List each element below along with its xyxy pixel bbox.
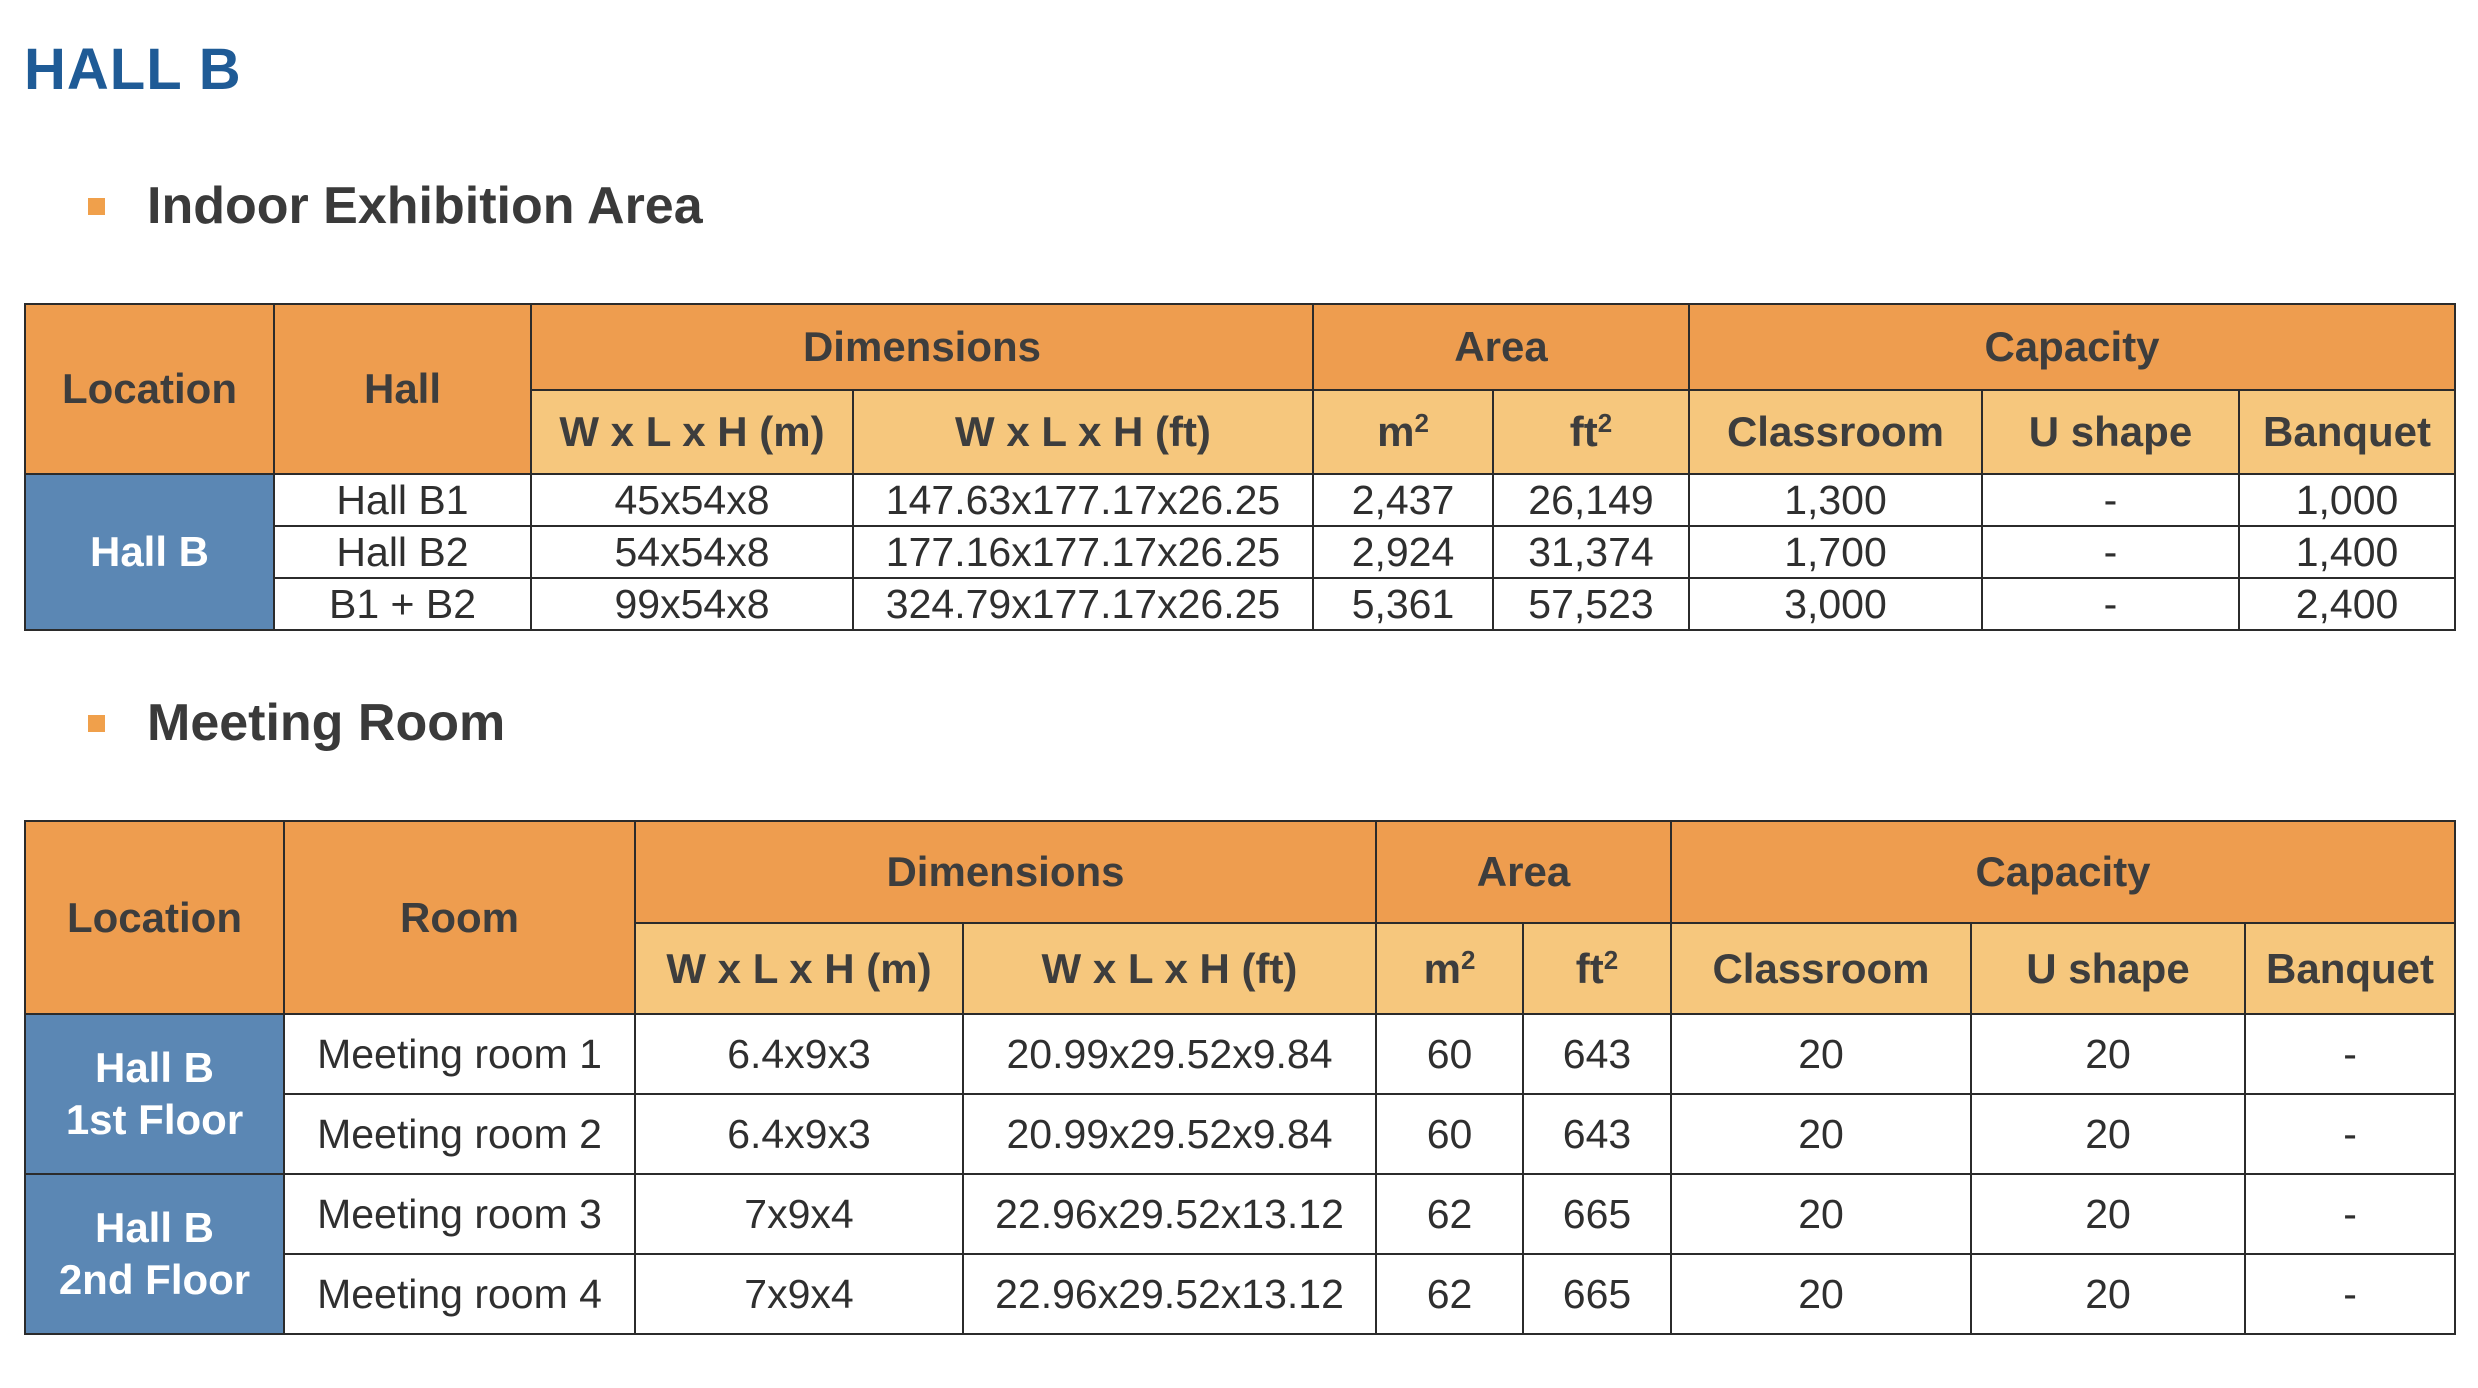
location-line: 2nd Floor bbox=[58, 1256, 251, 1303]
classroom-cell: 1,700 bbox=[1689, 526, 1982, 578]
area-m2-cell: 60 bbox=[1376, 1094, 1523, 1174]
location-line: Hall B bbox=[94, 1044, 215, 1091]
dim-ft-cell: 22.96x29.52x13.12 bbox=[963, 1174, 1376, 1254]
ushape-cell: 20 bbox=[1971, 1014, 2245, 1094]
area-ft2-cell: 31,374 bbox=[1493, 526, 1689, 578]
area-ft2-cell: 643 bbox=[1523, 1014, 1671, 1094]
unit-label: ft bbox=[1575, 944, 1604, 992]
header-location: Location bbox=[25, 304, 274, 474]
header-capacity: Capacity bbox=[1689, 304, 2455, 390]
dim-ft-cell: 147.63x177.17x26.25 bbox=[853, 474, 1313, 526]
header-banquet: Banquet bbox=[2245, 923, 2455, 1014]
header-dim-m: W x L x H (m) bbox=[635, 923, 963, 1014]
header-ushape: U shape bbox=[1982, 390, 2239, 474]
dim-ft-cell: 20.99x29.52x9.84 bbox=[963, 1094, 1376, 1174]
section-heading-indoor bbox=[88, 176, 703, 236]
header-hall: Hall bbox=[274, 304, 531, 474]
room-cell: Meeting room 3 bbox=[284, 1174, 635, 1254]
header-area: Area bbox=[1376, 821, 1671, 923]
dim-m-cell: 99x54x8 bbox=[531, 578, 853, 630]
table-row bbox=[25, 1254, 2455, 1334]
ushape-cell: - bbox=[1982, 578, 2239, 630]
area-ft2-cell: 26,149 bbox=[1493, 474, 1689, 526]
dim-m-cell: 6.4x9x3 bbox=[635, 1014, 963, 1094]
unit-label: m bbox=[1423, 944, 1461, 992]
header-area-ft2 bbox=[1493, 390, 1689, 474]
ushape-cell: 20 bbox=[1971, 1094, 2245, 1174]
section-heading-meeting bbox=[88, 693, 505, 753]
table-row bbox=[25, 1174, 2455, 1254]
dim-ft-cell: 177.16x177.17x26.25 bbox=[853, 526, 1313, 578]
classroom-cell: 20 bbox=[1671, 1174, 1971, 1254]
hall-cell: Hall B1 bbox=[274, 474, 531, 526]
header-room: Room bbox=[284, 821, 635, 1014]
header-banquet: Banquet bbox=[2239, 390, 2455, 474]
ushape-cell: - bbox=[1982, 474, 2239, 526]
unit-exponent: 2 bbox=[1603, 944, 1619, 975]
table-row bbox=[25, 526, 2455, 578]
section-title-indoor: Indoor Exhibition Area bbox=[147, 177, 703, 235]
header-dim-ft: W x L x H (ft) bbox=[853, 390, 1313, 474]
unit-exponent: 2 bbox=[1414, 408, 1429, 438]
hall-cell: Hall B2 bbox=[274, 526, 531, 578]
location-cell: Hall B bbox=[25, 474, 274, 630]
table-row bbox=[25, 474, 2455, 526]
header-capacity: Capacity bbox=[1671, 821, 2455, 923]
header-area-ft2 bbox=[1523, 923, 1671, 1014]
header-dim-ft: W x L x H (ft) bbox=[963, 923, 1376, 1014]
classroom-cell: 20 bbox=[1671, 1254, 1971, 1334]
header-ushape: U shape bbox=[1971, 923, 2245, 1014]
area-m2-cell: 62 bbox=[1376, 1174, 1523, 1254]
area-ft2-cell: 643 bbox=[1523, 1094, 1671, 1174]
area-m2-cell: 60 bbox=[1376, 1014, 1523, 1094]
ushape-cell: 20 bbox=[1971, 1254, 2245, 1334]
area-m2-cell: 62 bbox=[1376, 1254, 1523, 1334]
location-line: Hall B bbox=[94, 1204, 215, 1251]
banquet-cell: - bbox=[2245, 1254, 2455, 1334]
square-bullet-icon bbox=[88, 198, 105, 215]
location-cell bbox=[25, 1174, 284, 1334]
header-area-m2 bbox=[1376, 923, 1523, 1014]
banquet-cell: - bbox=[2245, 1174, 2455, 1254]
unit-exponent: 2 bbox=[1460, 944, 1476, 975]
header-dimensions: Dimensions bbox=[635, 821, 1376, 923]
dim-m-cell: 7x9x4 bbox=[635, 1254, 963, 1334]
area-ft2-cell: 57,523 bbox=[1493, 578, 1689, 630]
meeting-room-table bbox=[24, 820, 2456, 1335]
hall-cell: B1 + B2 bbox=[274, 578, 531, 630]
room-cell: Meeting room 2 bbox=[284, 1094, 635, 1174]
unit-label: ft bbox=[1569, 408, 1598, 455]
header-dimensions: Dimensions bbox=[531, 304, 1313, 390]
room-cell: Meeting room 4 bbox=[284, 1254, 635, 1334]
location-line: 1st Floor bbox=[65, 1096, 244, 1143]
dim-ft-cell: 20.99x29.52x9.84 bbox=[963, 1014, 1376, 1094]
room-cell: Meeting room 1 bbox=[284, 1014, 635, 1094]
header-area: Area bbox=[1313, 304, 1689, 390]
dim-ft-cell: 22.96x29.52x13.12 bbox=[963, 1254, 1376, 1334]
banquet-cell: 2,400 bbox=[2239, 578, 2455, 630]
dim-ft-cell: 324.79x177.17x26.25 bbox=[853, 578, 1313, 630]
dim-m-cell: 45x54x8 bbox=[531, 474, 853, 526]
area-m2-cell: 2,437 bbox=[1313, 474, 1493, 526]
dim-m-cell: 54x54x8 bbox=[531, 526, 853, 578]
table-row bbox=[25, 578, 2455, 630]
header-area-m2 bbox=[1313, 390, 1493, 474]
ushape-cell: 20 bbox=[1971, 1174, 2245, 1254]
classroom-cell: 3,000 bbox=[1689, 578, 1982, 630]
area-ft2-cell: 665 bbox=[1523, 1254, 1671, 1334]
header-classroom: Classroom bbox=[1689, 390, 1982, 474]
unit-exponent: 2 bbox=[1597, 408, 1613, 438]
page-title: HALL B bbox=[24, 37, 242, 102]
area-m2-cell: 2,924 bbox=[1313, 526, 1493, 578]
ushape-cell: - bbox=[1982, 526, 2239, 578]
area-m2-cell: 5,361 bbox=[1313, 578, 1493, 630]
square-bullet-icon bbox=[88, 715, 105, 732]
section-title-meeting: Meeting Room bbox=[147, 694, 506, 752]
indoor-exhibition-table bbox=[24, 303, 2456, 631]
banquet-cell: 1,000 bbox=[2239, 474, 2455, 526]
header-location: Location bbox=[25, 821, 284, 1014]
header-dim-m: W x L x H (m) bbox=[531, 390, 853, 474]
table-row bbox=[25, 1094, 2455, 1174]
header-classroom: Classroom bbox=[1671, 923, 1971, 1014]
dim-m-cell: 6.4x9x3 bbox=[635, 1094, 963, 1174]
banquet-cell: - bbox=[2245, 1014, 2455, 1094]
dim-m-cell: 7x9x4 bbox=[635, 1174, 963, 1254]
location-cell bbox=[25, 1014, 284, 1174]
banquet-cell: - bbox=[2245, 1094, 2455, 1174]
banquet-cell: 1,400 bbox=[2239, 526, 2455, 578]
unit-label: m bbox=[1377, 408, 1415, 455]
classroom-cell: 20 bbox=[1671, 1094, 1971, 1174]
table-row bbox=[25, 1014, 2455, 1094]
classroom-cell: 20 bbox=[1671, 1014, 1971, 1094]
classroom-cell: 1,300 bbox=[1689, 474, 1982, 526]
area-ft2-cell: 665 bbox=[1523, 1174, 1671, 1254]
